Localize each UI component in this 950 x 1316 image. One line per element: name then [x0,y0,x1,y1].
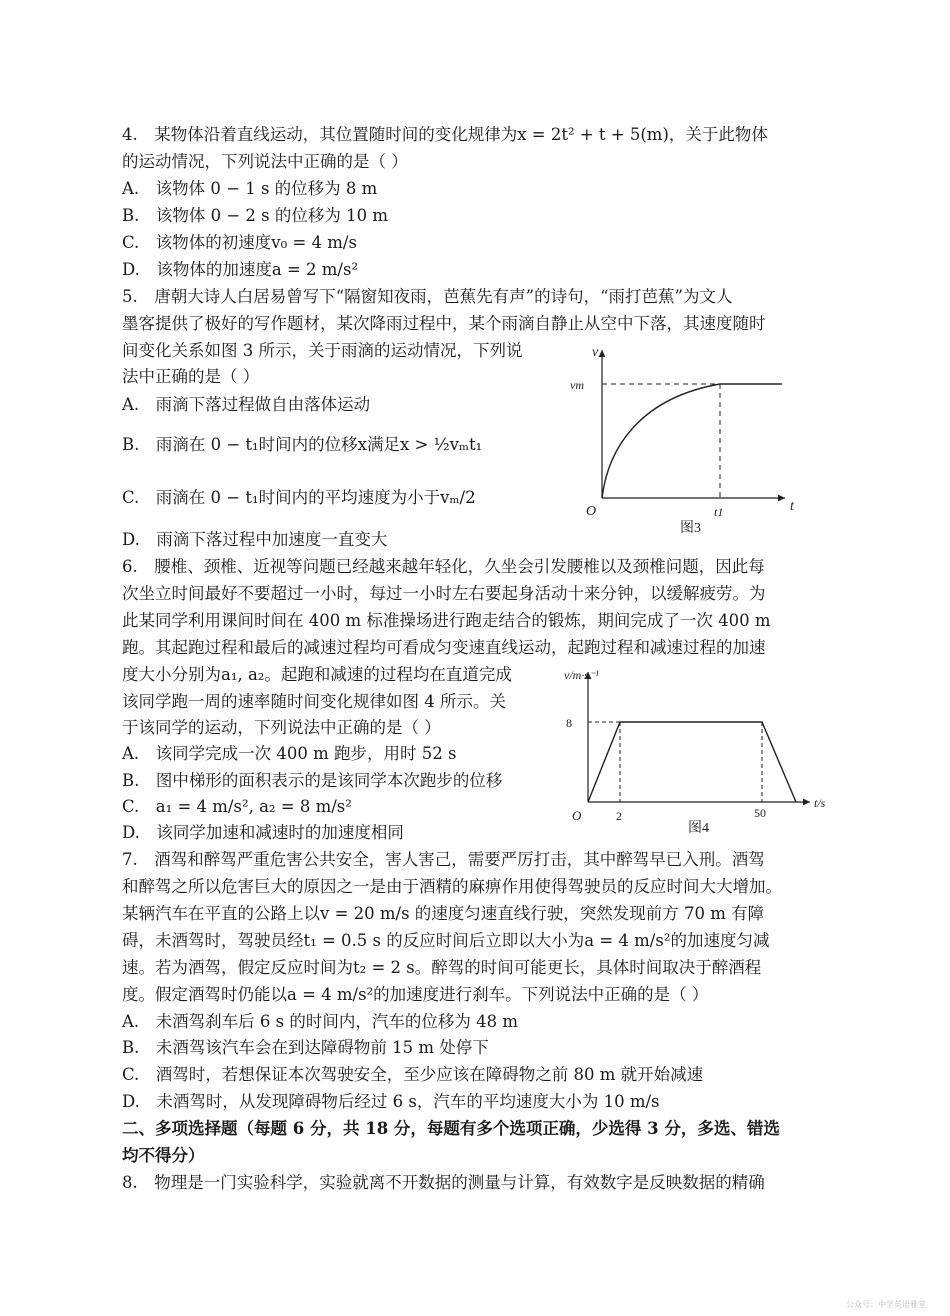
q5-stem-line2: 墨客提供了极好的写作题材，某次降雨过程中，某个雨滴自静止从空中下落，其速度随时 [122,314,766,333]
figure-3 [560,338,810,538]
fig4-x-tick-2: 2 [616,809,622,823]
fig3-vm-label: vm [570,378,584,392]
q7-option-a: A. 未酒驾刹车后 6 s 的时间内，汽车的位移为 48 m [122,1012,518,1031]
q6-stem-line6: 该同学跑一周的速率随时间变化规律如图 4 所示。关 [122,692,506,711]
q6-stem-line1: 6. 腰椎、颈椎、近视等问题已经越来越年轻化，久坐会引发腰椎以及颈椎问题，因此每 [122,557,765,576]
q4-stem-line1: 4. 某物体沿着直线运动，其位置随时间的变化规律为x = 2t² + t + 5(m)，关于此物体 [122,125,768,144]
fig3-v-label: v [592,345,599,360]
fig3-t-label: t [790,499,794,514]
section-2-heading-line2: 均不得分） [122,1146,205,1165]
fig4-y-label: v/m·s⁻¹ [564,668,599,682]
q6-option-a: A. 该同学完成一次 400 m 跑步，用时 52 s [122,744,457,763]
fig4-y-tick-8: 8 [566,716,572,730]
fig4-x-label: t/s [814,796,826,810]
fig4-x-tick-50: 50 [754,806,766,820]
q5-option-b: B. 雨滴在 0 − t₁时间内的位移x满足x > ½vₘt₁ [122,435,483,454]
q6-option-d: D. 该同学加速和减速时的加速度相同 [122,823,404,842]
q5-option-c: C. 雨滴在 0 − t₁时间内的平均速度为小于vₘ/2 [122,488,476,507]
q4-option-a: A. 该物体 0 − 1 s 的位移为 8 m [122,179,378,198]
fig3-velocity-curve [602,384,782,498]
fig3-origin-label: O [586,504,597,519]
q5-option-d: D. 雨滴下落过程中加速度一直变大 [122,530,388,549]
q6-stem-line3: 此某同学利用课间时间在 400 m 标准操场进行跑走结合的锻炼，期间完成了一次 400 m [122,611,771,630]
q7-stem-line6: 度。假定酒驾时仍能以a = 4 m/s²的加速度进行刹车。下列说法中正确的是（ ） [122,985,709,1004]
fig4-origin-label: O [572,808,582,823]
q7-option-c: C. 酒驾时，若想保证本次驾驶安全，至少应该在障碍物之前 80 m 就开始减速 [122,1065,704,1084]
q5-option-a: A. 雨滴下落过程做自由落体运动 [122,395,371,414]
q7-stem-line3: 某辆汽车在平直的公路上以v = 20 m/s 的速度匀速直线行驶，突然发现前方 70 m 有障 [122,904,765,923]
q5-stem-line3: 间变化关系如图 3 所示，关于雨滴的运动情况，下列说 [122,341,523,360]
figure-4 [560,664,840,844]
q7-stem-line5: 速。若为酒驾，假定反应时间为t₂ = 2 s。醉驾的时间可能更长，具体时间取决于醉酒程 [122,958,762,977]
watermark: 公众号：中学英语雅堂 [846,1300,926,1309]
q4-option-b: B. 该物体 0 − 2 s 的位移为 10 m [122,206,389,225]
q7-stem-line2: 和醉驾之所以危害巨大的原因之一是由于酒精的麻痹作用使得驾驶员的反应时间大大增加。 [122,877,782,896]
q7-option-b: B. 未酒驾该汽车会在到达障碍物前 15 m 处停下 [122,1038,489,1057]
q5-stem-line4: 法中正确的是（ ） [122,367,260,386]
q7-stem-line1: 7. 酒驾和醉驾严重危害公共安全，害人害己，需要严厉打击，其中醉驾早已入刑。酒驾 [122,850,765,869]
q6-stem-line7: 于该同学的运动，下列说法中正确的是（ ） [122,718,441,737]
q6-stem-line4: 跑。其起跑过程和最后的减速过程均可看成匀变速直线运动，起跑过程和减速过程的加速 [122,638,766,657]
section-2-heading-line1: 二、多项选择题（每题 6 分，共 18 分，每题有多个选项正确，少选得 3 分，多选、错选 [122,1119,780,1138]
q4-stem-line2: 的运动情况，下列说法中正确的是（ ） [122,152,408,171]
fig4-trapezoid [588,722,796,802]
fig3-caption: 图3 [680,521,701,536]
q6-stem-line5: 度大小分别为a₁, a₂。起跑和减速的过程均在直道完成 [122,665,512,684]
fig4-caption: 图4 [688,821,709,836]
fig3-t1-label: t1 [714,505,724,519]
q4-option-c: C. 该物体的初速度v₀ = 4 m/s [122,233,357,252]
q6-stem-line2: 次坐立时间最好不要超过一小时，每过一小时左右要起身活动十来分钟，以缓解疲劳。为 [122,584,766,603]
q7-option-d: D. 未酒驾时，从发现障碍物后经过 6 s，汽车的平均速度大小为 10 m/s [122,1092,660,1111]
q6-option-c: C. a₁ = 4 m/s², a₂ = 8 m/s² [122,797,352,816]
q8-stem-line1: 8. 物理是一门实验科学，实验就离不开数据的测量与计算，有效数字是反映数据的精确 [122,1173,765,1192]
q5-stem-line1: 5. 唐朝大诗人白居易曾写下“隔窗知夜雨，芭蕉先有声”的诗句，“雨打芭蕉”为文人 [122,287,733,306]
q4-option-d: D. 该物体的加速度a = 2 m/s² [122,260,359,279]
q7-stem-line4: 碍，未酒驾时，驾驶员经t₁ = 0.5 s 的反应时间后立即以大小为a = 4 m/s²的加速度匀减 [122,931,770,950]
q6-option-b: B. 图中梯形的面积表示的是该同学本次跑步的位移 [122,771,503,790]
